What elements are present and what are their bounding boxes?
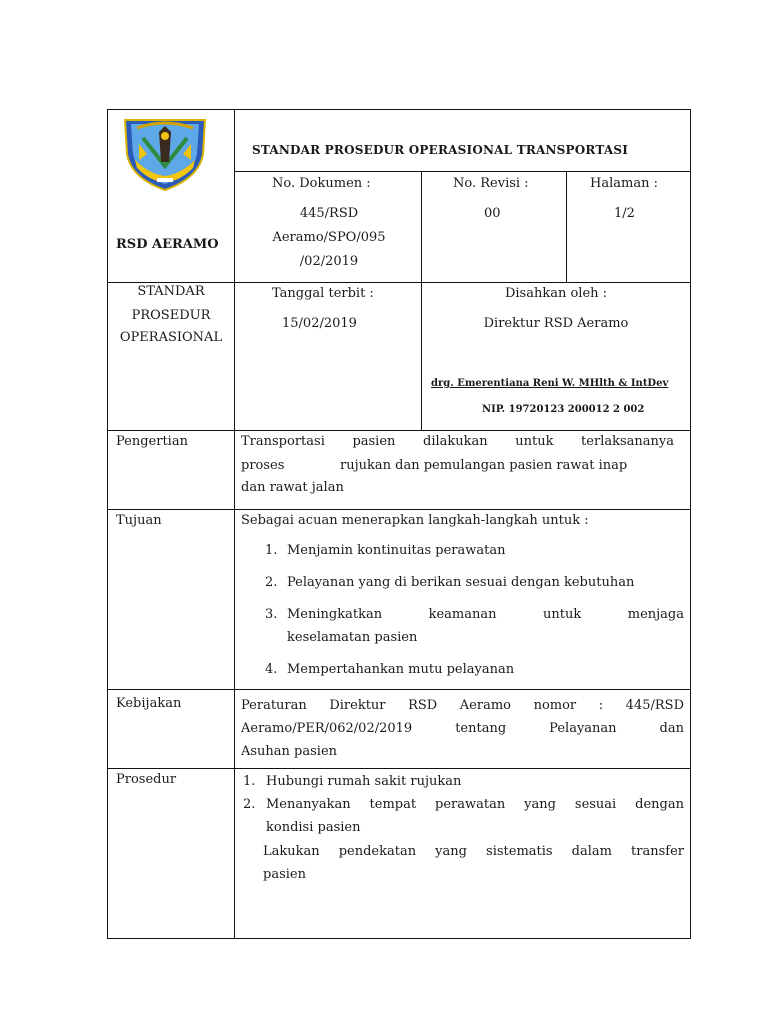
prosedur-extra-text: pasien	[263, 867, 306, 882]
tujuan-label: Tujuan	[116, 513, 162, 528]
tanggal-label: Tanggal terbit :	[272, 286, 374, 301]
kebijakan-label: Kebijakan	[116, 696, 182, 711]
rule	[107, 768, 691, 769]
kebijakan-text: Peraturan Direktur RSD Aeramo nomor : 445/RSD	[241, 698, 684, 713]
org-name: RSD AERAMO	[116, 237, 219, 252]
sop-label: STANDAR	[137, 284, 205, 299]
no-dokumen-value: Aeramo/SPO/095	[272, 230, 386, 245]
no-revisi-value: 00	[484, 206, 501, 221]
rule	[566, 171, 567, 283]
sop-label: PROSEDUR	[131, 308, 211, 323]
tujuan-item-num: 4.	[265, 662, 278, 677]
page-title: STANDAR PROSEDUR OPERASIONAL TRANSPORTASI	[252, 143, 629, 157]
prosedur-extra-text: Lakukan pendekatan yang sistematis dalam transfer	[263, 844, 684, 859]
halaman-value: 1/2	[614, 206, 635, 221]
pengertian-text: Transportasi pasien dilakukan untuk terlaksananya	[241, 434, 674, 449]
prosedur-item-num: 2.	[243, 797, 256, 812]
no-dokumen-value: 445/RSD	[299, 206, 359, 221]
rule	[107, 109, 691, 110]
rule	[107, 938, 691, 939]
rule	[107, 109, 108, 939]
rule	[234, 109, 235, 939]
prosedur-item-num: 1.	[243, 774, 256, 789]
signer-nip: NIP. 19720123 200012 2 002	[482, 404, 645, 415]
no-dokumen-label: No. Dokumen :	[272, 176, 371, 191]
tujuan-item-num: 1.	[265, 543, 278, 558]
pengertian-text: rujukan dan pemulangan pasien rawat inap	[340, 458, 628, 473]
tujuan-item-text: Pelayanan yang di berikan sesuai dengan kebutuhan	[287, 575, 635, 590]
tujuan-item-num: 3.	[265, 607, 278, 622]
prosedur-item-cont: kondisi pasien	[266, 820, 361, 835]
signer-name: drg. Emerentiana Reni W. MHlth & IntDev	[431, 378, 669, 389]
kebijakan-text: Asuhan pasien	[241, 744, 338, 759]
tujuan-item-cont: keselamatan pasien	[287, 630, 418, 645]
rule	[107, 689, 691, 690]
pengertian-text: dan rawat jalan	[241, 480, 344, 495]
prosedur-label: Prosedur	[116, 772, 177, 787]
tujuan-item-text: Meningkatkan keamanan untuk menjaga	[287, 607, 684, 622]
tanggal-value: 15/02/2019	[282, 316, 357, 331]
prosedur-item-text: Hubungi rumah sakit rujukan	[266, 774, 462, 789]
no-revisi-label: No. Revisi :	[453, 176, 529, 191]
tujuan-item-num: 2.	[265, 575, 278, 590]
rule	[690, 109, 691, 939]
kebijakan-text: Aeramo/PER/062/02/2019 tentang Pelayanan dan	[241, 721, 684, 736]
hospital-logo-icon	[119, 114, 211, 192]
sop-label: OPERASIONAL	[119, 330, 223, 345]
tujuan-item-text: Mempertahankan mutu pelayanan	[287, 662, 515, 677]
prosedur-item-text: Menanyakan tempat perawatan yang sesuai dengan	[266, 797, 684, 812]
pengertian-label: Pengertian	[116, 434, 188, 449]
no-dokumen-value: /02/2019	[299, 254, 359, 269]
tujuan-item-text: Menjamin kontinuitas perawatan	[287, 543, 506, 558]
pengertian-text: proses	[241, 458, 285, 473]
disahkan-value: Direktur RSD Aeramo	[483, 316, 629, 331]
tujuan-intro: Sebagai acuan menerapkan langkah-langkah untuk :	[241, 513, 589, 528]
disahkan-label: Disahkan oleh :	[504, 286, 608, 301]
halaman-label: Halaman :	[590, 176, 658, 191]
